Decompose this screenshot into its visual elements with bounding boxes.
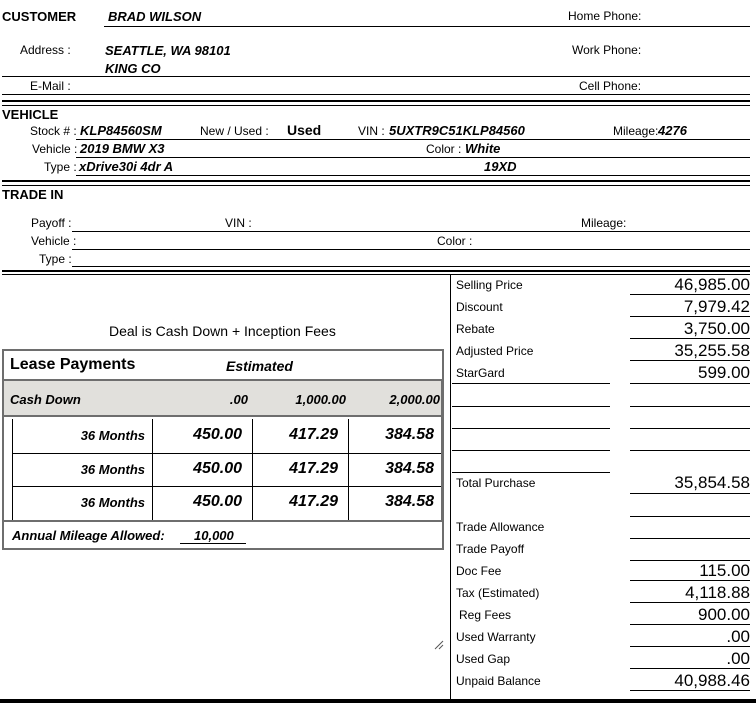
lease-payment: 384.58 bbox=[385, 426, 434, 443]
customer-name: BRAD WILSON bbox=[108, 9, 202, 24]
email-label: E-Mail : bbox=[30, 79, 71, 93]
vin-label: VIN : bbox=[358, 124, 385, 138]
customer-name-underline bbox=[104, 26, 750, 27]
tradein-color-label: Color : bbox=[437, 234, 473, 248]
used-gap-underline bbox=[630, 668, 750, 669]
address-line2: KING CO bbox=[105, 61, 161, 76]
total-purchase-underline bbox=[630, 493, 750, 494]
rebate-label: Rebate bbox=[456, 322, 495, 336]
lease-payment: 417.29 bbox=[289, 426, 338, 443]
lease-term: 36 Months bbox=[80, 462, 145, 477]
trim-value: 19XD bbox=[484, 159, 517, 174]
trade-allowance-underline bbox=[630, 538, 750, 539]
used-warranty-underline bbox=[630, 646, 750, 647]
stargard-value: 599.00 bbox=[698, 363, 750, 382]
lease-row bbox=[4, 419, 442, 453]
stargard-label-underline bbox=[452, 383, 610, 384]
color-value: White bbox=[465, 141, 501, 156]
vehicle-row-underline bbox=[76, 157, 750, 158]
mileage-label: Mileage: bbox=[613, 124, 659, 138]
type-row-underline bbox=[76, 175, 750, 176]
mileage-allowed-underline bbox=[180, 543, 246, 544]
tradein-type-underline bbox=[72, 266, 750, 267]
discount-label: Discount bbox=[456, 300, 503, 314]
lease-payments-table bbox=[2, 349, 444, 550]
lease-estimated: Estimated bbox=[226, 358, 293, 374]
work-phone-label: Work Phone: bbox=[572, 43, 642, 57]
vehicle-section-title: VEHICLE bbox=[2, 107, 59, 122]
blank-line-value bbox=[630, 406, 750, 407]
customer-section-title: CUSTOMER bbox=[2, 9, 77, 24]
tax-underline bbox=[630, 602, 750, 603]
tax-label: Tax (Estimated) bbox=[456, 586, 540, 600]
rebate-underline bbox=[630, 338, 750, 339]
used-warranty-value: .00 bbox=[726, 627, 750, 646]
stargard-underline bbox=[630, 383, 750, 384]
vehicle-tradein-separator-thin bbox=[2, 185, 750, 186]
tradein-vehicle-underline bbox=[72, 249, 750, 250]
lease-payment: 417.29 bbox=[289, 460, 338, 477]
home-phone-label: Home Phone: bbox=[568, 9, 642, 23]
lease-row bbox=[4, 486, 442, 520]
tax-value: 4,118.88 bbox=[685, 583, 750, 602]
vehicle-label: Vehicle : bbox=[32, 142, 78, 156]
blank-line-value bbox=[630, 450, 750, 451]
used-warranty-label: Used Warranty bbox=[456, 630, 536, 644]
address-divider bbox=[2, 76, 750, 77]
mileage-value: 4276 bbox=[658, 123, 687, 138]
adjusted-price-label: Adjusted Price bbox=[456, 344, 534, 358]
doc-fee-label: Doc Fee bbox=[456, 564, 502, 578]
blank-line-label bbox=[452, 472, 610, 473]
tradein-payoff-label: Payoff : bbox=[31, 216, 72, 230]
lease-col-divider bbox=[441, 381, 443, 520]
tradein-section-title: TRADE IN bbox=[2, 187, 64, 202]
lease-col-divider bbox=[348, 419, 349, 520]
doc-fee-value: 115.00 bbox=[699, 561, 750, 580]
customer-vehicle-separator-thin bbox=[2, 105, 750, 106]
mileage-allowed-label: Annual Mileage Allowed: bbox=[12, 528, 165, 543]
cell-phone-label: Cell Phone: bbox=[579, 79, 642, 93]
lease-col-divider bbox=[252, 419, 253, 520]
type-label: Type : bbox=[44, 160, 77, 174]
tradein-vin-label: VIN : bbox=[225, 216, 252, 230]
lease-payment: 384.58 bbox=[385, 460, 434, 477]
cash-down-option-2: 1,000.00 bbox=[295, 392, 346, 407]
customer-vehicle-separator bbox=[2, 100, 750, 102]
cash-down-option-1: .00 bbox=[229, 392, 248, 407]
discount-underline bbox=[630, 316, 750, 317]
blank-line-label bbox=[452, 428, 610, 429]
lease-header-row bbox=[4, 351, 442, 381]
vehicle-value: 2019 BMW X3 bbox=[80, 141, 165, 156]
selling-price-underline bbox=[630, 294, 750, 295]
blank-line-value bbox=[630, 516, 750, 517]
blank-line-value bbox=[630, 428, 750, 429]
reg-fees-underline bbox=[630, 624, 750, 625]
tradein-type-label: Type : bbox=[39, 252, 72, 266]
blank-line-label bbox=[452, 406, 610, 407]
lease-col-divider bbox=[152, 419, 153, 520]
unpaid-balance-label: Unpaid Balance bbox=[456, 674, 541, 688]
rebate-value: 3,750.00 bbox=[683, 319, 750, 338]
vin-value: 5UXTR9C51KLP84560 bbox=[389, 123, 525, 138]
lease-payment: 450.00 bbox=[193, 460, 242, 477]
color-label: Color : bbox=[426, 142, 462, 156]
lease-col-divider bbox=[12, 419, 13, 520]
address-label: Address : bbox=[20, 43, 71, 57]
lease-payment: 417.29 bbox=[289, 493, 338, 510]
selling-price-label: Selling Price bbox=[456, 278, 523, 292]
unpaid-balance-underline bbox=[630, 690, 750, 691]
lease-bottom-divider bbox=[4, 520, 442, 522]
cash-down-label: Cash Down bbox=[10, 392, 81, 407]
address-line1: SEATTLE, WA 98101 bbox=[105, 43, 231, 58]
new-used-label: New / Used : bbox=[200, 124, 269, 138]
blank-line-label bbox=[452, 450, 610, 451]
pricing-left-border bbox=[450, 274, 451, 700]
mileage-allowed-value: 10,000 bbox=[194, 528, 234, 543]
email-divider bbox=[2, 94, 750, 95]
deal-note: Deal is Cash Down + Inception Fees bbox=[109, 323, 336, 339]
lease-payment: 450.00 bbox=[193, 493, 242, 510]
reg-fees-value: 900.00 bbox=[698, 605, 750, 624]
page-bottom-border bbox=[0, 699, 756, 703]
tradein-deal-separator bbox=[2, 270, 750, 272]
lease-term: 36 Months bbox=[80, 495, 145, 510]
lease-payment: 450.00 bbox=[193, 426, 242, 443]
lease-term: 36 Months bbox=[80, 428, 145, 443]
adjusted-price-value: 35,255.58 bbox=[674, 341, 750, 360]
selling-price-value: 46,985.00 bbox=[674, 275, 750, 294]
new-used-value: Used bbox=[287, 122, 322, 138]
tradein-mileage-label: Mileage: bbox=[581, 216, 627, 230]
total-purchase-value: 35,854.58 bbox=[674, 473, 750, 492]
type-value: xDrive30i 4dr A bbox=[79, 159, 174, 174]
stock-value: KLP84560SM bbox=[80, 123, 162, 138]
adjusted-price-underline bbox=[630, 360, 750, 361]
trade-allowance-label: Trade Allowance bbox=[456, 520, 545, 534]
cash-down-row bbox=[4, 381, 442, 417]
discount-value: 7,979.42 bbox=[683, 297, 750, 316]
cash-down-option-3: 2,000.00 bbox=[389, 392, 440, 407]
vehicle-tradein-separator bbox=[2, 180, 750, 182]
stargard-label: StarGard bbox=[456, 366, 505, 380]
stock-label: Stock # : bbox=[30, 124, 77, 138]
trade-payoff-label: Trade Payoff bbox=[456, 542, 525, 556]
lease-row bbox=[4, 453, 442, 487]
lease-title: Lease Payments bbox=[10, 356, 136, 373]
unpaid-balance-value: 40,988.46 bbox=[674, 671, 750, 690]
resize-grip-icon[interactable] bbox=[434, 640, 444, 650]
reg-fees-label: Reg Fees bbox=[459, 608, 512, 622]
used-gap-value: .00 bbox=[726, 649, 750, 668]
used-gap-label: Used Gap bbox=[456, 652, 511, 666]
stock-row-underline bbox=[76, 139, 750, 140]
doc-fee-underline bbox=[630, 580, 750, 581]
lease-payment: 384.58 bbox=[385, 493, 434, 510]
tradein-payoff-underline bbox=[72, 231, 750, 232]
total-purchase-label: Total Purchase bbox=[456, 476, 536, 490]
tradein-vehicle-label: Vehicle : bbox=[31, 234, 77, 248]
